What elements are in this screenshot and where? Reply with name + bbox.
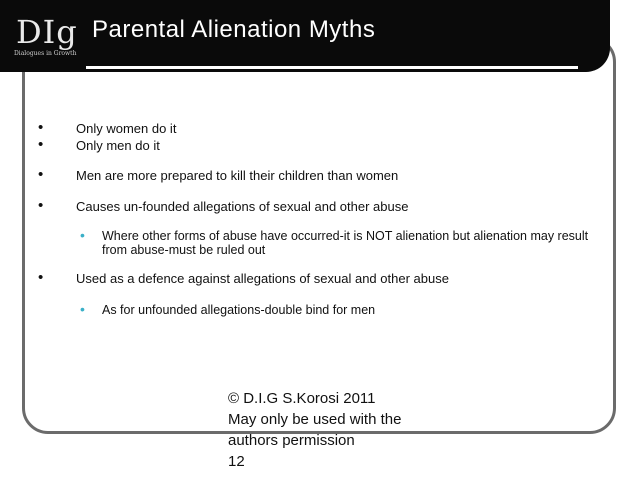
bullet-icon: •	[38, 119, 44, 136]
title-bar	[0, 0, 610, 72]
bullet-icon: •	[38, 197, 44, 214]
bullet-icon: •	[38, 269, 44, 286]
bullet-text: Used as a defence against allegations of sexual and other abuse	[76, 271, 449, 286]
logo-mark: DIg	[16, 13, 78, 51]
bullet-icon: •	[38, 166, 44, 183]
permission-line: May only be used with the	[228, 411, 402, 428]
copyright-footer	[228, 388, 401, 472]
bullet-text: Causes un-founded allegations of sexual and other abuse	[76, 199, 409, 214]
copyright-line: © D.I.G S.Korosi 2011	[228, 390, 376, 407]
sub-bullet-text: Where other forms of abuse have occurred-it is NOT alienation but alienation may result from abuse-must be ruled out	[102, 229, 589, 257]
sub-bullet-text: As for unfounded allegations-double bind for men	[102, 303, 376, 317]
bullet-icon: •	[38, 136, 44, 153]
logo-subtitle: Dialogues in Growth	[14, 50, 77, 57]
sub-bullet-icon: •	[80, 301, 85, 317]
title-underline	[86, 66, 578, 69]
permission-line: authors permission	[228, 432, 355, 449]
bullet-text: Men are more prepared to kill their children than women	[76, 168, 399, 183]
page-number: 12	[228, 453, 245, 470]
dig-logo	[10, 12, 78, 62]
bullet-text: Only women do it	[76, 121, 177, 136]
bullet-text: Only men do it	[76, 138, 160, 153]
sub-bullet-icon: •	[80, 227, 85, 243]
slide-title: Parental Alienation Myths	[92, 16, 376, 43]
